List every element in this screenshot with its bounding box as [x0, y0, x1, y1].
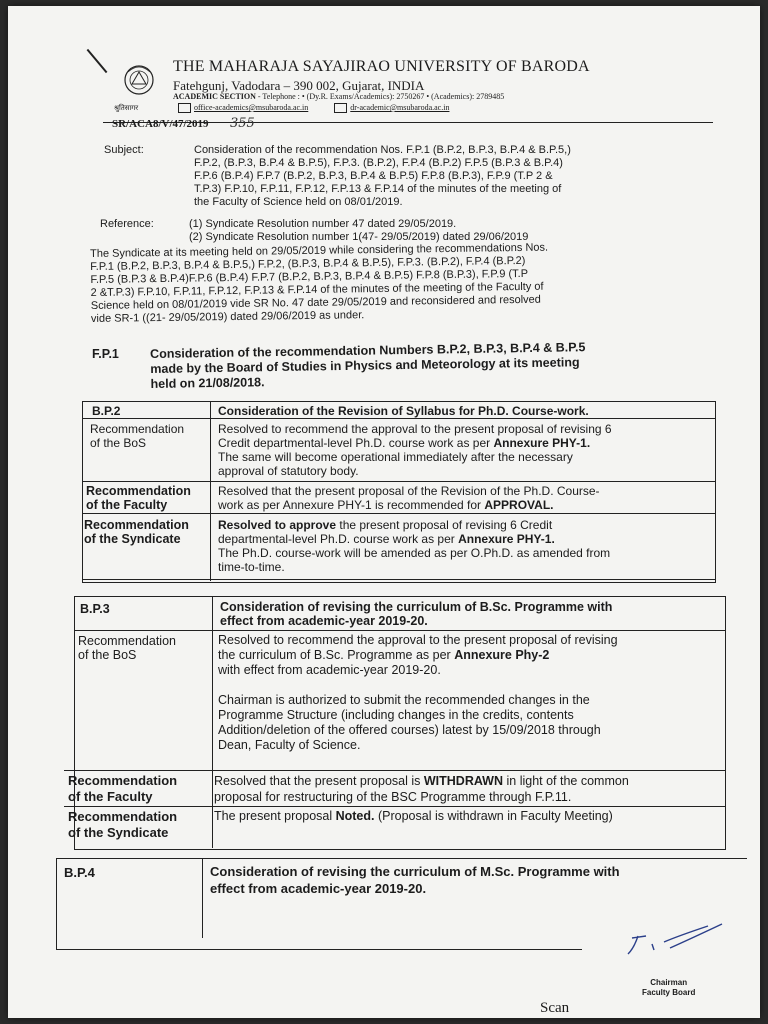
bp3-fac-label	[68, 773, 177, 805]
reference-line: (2) Syndicate Resolution number 1(47- 29/05/2019) dated 29/06/2019	[189, 231, 529, 243]
reference-number: SR/ACA8/V/47/2019	[112, 118, 209, 130]
cell-line: proposal for restructuring of the BSC Programme through F.P.11.	[214, 790, 572, 804]
cell-text: work as per Annexure PHY-1 is recommended for	[218, 498, 485, 512]
cell-line: Consideration of revising the curriculum of B.Sc. Programme with	[220, 600, 613, 614]
section-line	[173, 92, 504, 101]
cell-line: Resolved to recommend the approval to the present proposal of revising 6	[218, 422, 612, 436]
subject-line: Consideration of the recommendation Nos. F.P.1 (B.P.2, B.P.3, B.P.4 & B.P.5,)	[194, 144, 571, 156]
signature	[618, 916, 738, 966]
cell-line: The same will become operational immediately after the necessary	[218, 450, 573, 464]
handwritten-number: 355	[230, 116, 255, 131]
cell-text: in light of the common	[503, 774, 629, 788]
table-divider	[202, 858, 203, 938]
row-label: of the Faculty	[68, 789, 153, 804]
bp2-fac-text	[218, 484, 712, 512]
cell-text: the present proposal of revising 6 Credit	[336, 518, 553, 532]
cell-line: Resolved to recommend the approval to the present proposal of revising	[218, 633, 618, 647]
fp1-number: F.P.1	[92, 347, 119, 361]
intro-line: F.P.1 (B.P.2, B.P.3, B.P.4 & B.P.5,) F.P.2, (B.P.3, B.P.4 & B.P.5), F.P.3. (B.P.2), F.P.4 (B.P.2)	[90, 254, 526, 273]
fp1-line: made by the Board of Studies in Physics and Meteorology at its meeting	[150, 355, 580, 376]
cell-text: departmental-level Ph.D. course work as per	[218, 532, 459, 546]
cell-text: (Proposal is withdrawn in Faculty Meeting)	[374, 809, 613, 823]
cell-line: Consideration of revising the curriculum of M.Sc. Programme with	[210, 864, 620, 879]
cell-text: The present proposal	[214, 809, 336, 823]
section-label: ACADEMIC SECTION	[173, 92, 256, 101]
table-divider	[82, 418, 715, 419]
bp4-title	[210, 863, 740, 897]
table-divider	[82, 513, 715, 514]
cell-line	[218, 532, 712, 546]
cell-line: with effect from academic-year 2019-20.	[218, 663, 441, 677]
annexure-ref: Annexure PHY-1.	[493, 436, 591, 450]
bp3-bos-text	[218, 633, 722, 753]
cell-text: Resolved that the present proposal is	[214, 774, 424, 788]
cell-line	[218, 498, 712, 512]
annexure-ref: Annexure Phy-2	[454, 648, 550, 662]
intro-paragraph	[90, 239, 721, 326]
telephone-text: - Telephone : • (Dy.R. Exams/Academics): 2750267 • (Academics): 2789485	[255, 92, 505, 101]
email-dr[interactable]: dr-academic@msubaroda.ac.in	[350, 103, 450, 112]
intro-line: 2 &T.P.3) F.P.10, F.P.11, F.P.12, F.P.13 & F.P.14 of the minutes of the meeting of the Faculty of	[90, 280, 544, 299]
subject-line: T.P.3) F.P.10, F.P.11, F.P.12, F.P.13 & F.P.14 of the minutes of the meeting of	[194, 183, 562, 195]
university-logo	[114, 58, 164, 108]
reference-label: Reference:	[100, 218, 154, 230]
fp1-heading	[150, 338, 711, 392]
bp2-label: B.P.2	[92, 404, 121, 418]
bp3-bos-label	[78, 634, 176, 662]
bp2-syn-label	[84, 518, 189, 546]
cell-line: Resolved that the present proposal of the Revision of the Ph.D. Course-	[218, 484, 600, 498]
bp2-fac-label	[86, 484, 191, 512]
cell-text: the curriculum of B.Sc. Programme as per	[218, 648, 455, 662]
fp1-line: held on 21/08/2018.	[150, 375, 265, 391]
reference-line: (1) Syndicate Resolution number 47 dated 29/05/2019.	[189, 218, 457, 230]
cell-line: Programme Structure (including changes in the credits, contents	[218, 708, 574, 722]
signatory-line: Chairman	[650, 978, 688, 987]
cell-line: Addition/deletion of the offered courses) latest by 15/09/2018 through	[218, 723, 601, 737]
document-page	[8, 6, 760, 1018]
cell-line: time-to-time.	[218, 560, 285, 574]
table-divider	[210, 401, 211, 581]
table-divider	[82, 579, 715, 580]
row-label: Recommendation	[90, 422, 185, 436]
intro-line: The Syndicate at its meeting held on 29/05/2019 while considering the recommendations Nos.	[90, 241, 549, 260]
row-label: Recommendation	[68, 809, 178, 824]
cell-line: Chairman is authorized to submit the recommended changes in the	[218, 693, 590, 707]
row-label: of the Syndicate	[68, 825, 169, 840]
bp3-syn-text	[214, 809, 724, 823]
bp2-title: Consideration of the Revision of Syllabus for Ph.D. Course-work.	[218, 404, 589, 418]
row-label: of the BoS	[78, 648, 137, 662]
subject-line: F.P.6 (B.P.4) F.P.7 (B.P.2, B.P.3, B.P.4 & B.P.5) F.P.8 (B.P.3), F.P.9 (T.P 2 &	[194, 170, 553, 182]
withdrawn-word: WITHDRAWN	[423, 774, 504, 788]
bp2-bos-label	[90, 422, 184, 450]
row-label: of the Faculty	[86, 498, 168, 512]
cell-line: Dean, Faculty of Science.	[218, 738, 361, 752]
logo-motto: श्रुतिसागर	[114, 105, 139, 112]
university-name: THE MAHARAJA SAYAJIRAO UNIVERSITY OF BARODA	[173, 58, 590, 75]
cell-line	[218, 518, 712, 532]
envelope-icon	[178, 103, 191, 113]
fp1-line: Consideration of the recommendation Numbers B.P.2, B.P.3, B.P.4 & B.P.5	[150, 340, 586, 361]
annexure-ref: Annexure PHY-1.	[458, 532, 555, 546]
cell-line	[218, 436, 712, 450]
bp2-bos-text	[218, 422, 712, 478]
email-office[interactable]: office-academics@msubaroda.ac.in	[194, 103, 309, 112]
cell-text: Credit departmental-level Ph.D. course work as per	[218, 436, 494, 450]
envelope-icon	[334, 103, 347, 113]
bp3-title	[220, 600, 720, 628]
row-label: Recommendation	[86, 484, 191, 498]
resolved-phrase: Resolved to approve	[218, 518, 337, 532]
row-label: of the Syndicate	[84, 532, 181, 546]
table-divider	[82, 481, 715, 482]
university-address: Fatehgunj, Vadodara – 390 002, Gujarat, INDIA	[173, 78, 425, 93]
table-divider	[212, 596, 213, 848]
signatory-line: Faculty Board	[642, 988, 696, 997]
bp3-syn-label	[68, 809, 177, 841]
cell-line	[214, 773, 724, 789]
approval-word: APPROVAL.	[484, 498, 554, 512]
intro-line: Science held on 08/01/2019 vide SR No. 47 date 29/05/2019 and reconsidered and resolved	[90, 293, 541, 312]
cell-line: effect from academic-year 2019-20.	[220, 614, 428, 628]
row-label: Recommendation	[78, 634, 176, 648]
row-label: Recommendation	[68, 773, 178, 788]
noted-word: Noted.	[335, 809, 375, 823]
subject-text	[194, 144, 714, 209]
table-divider	[64, 806, 725, 807]
bp4-label: B.P.4	[64, 865, 95, 880]
table-divider	[74, 630, 725, 631]
subject-line: F.P.2, (B.P.3, B.P.4 & B.P.5), F.P.3. (B.P.2), F.P.4 (B.P.2) F.P.5 (B.P.3 & B.P.4)	[194, 157, 563, 169]
bp2-syn-text	[218, 518, 712, 574]
row-label: Recommendation	[84, 518, 189, 532]
cell-line	[218, 648, 722, 663]
cell-line: approval of statutory body.	[218, 464, 359, 478]
cell-line: The Ph.D. course-work will be amended as per O.Ph.D. as amended from	[218, 546, 611, 560]
signatory-title	[642, 978, 695, 998]
subject-label: Subject:	[104, 144, 144, 156]
intro-line: F.P.5 (B.P.3 & B.P.4)F.P.6 (B.P.4) F.P.7 (B.P.2, B.P.3, B.P.4 & B.P.5) F.P.8 (B.P.3), F.P.9 (T.P	[90, 267, 529, 286]
table-divider	[64, 770, 725, 771]
intro-line: vide SR-1 ((21- 29/05/2019) dated 29/06/2019 as under.	[90, 309, 365, 325]
cell-line: effect from academic-year 2019-20.	[210, 881, 427, 896]
bp3-label: B.P.3	[80, 602, 110, 616]
bp3-fac-text	[214, 773, 724, 805]
scan-watermark: Scan	[540, 1000, 570, 1016]
pen-mark	[87, 49, 108, 73]
row-label: of the BoS	[90, 436, 147, 450]
subject-line: the Faculty of Science held on 08/01/2019.	[194, 196, 403, 208]
email-line	[178, 103, 473, 113]
